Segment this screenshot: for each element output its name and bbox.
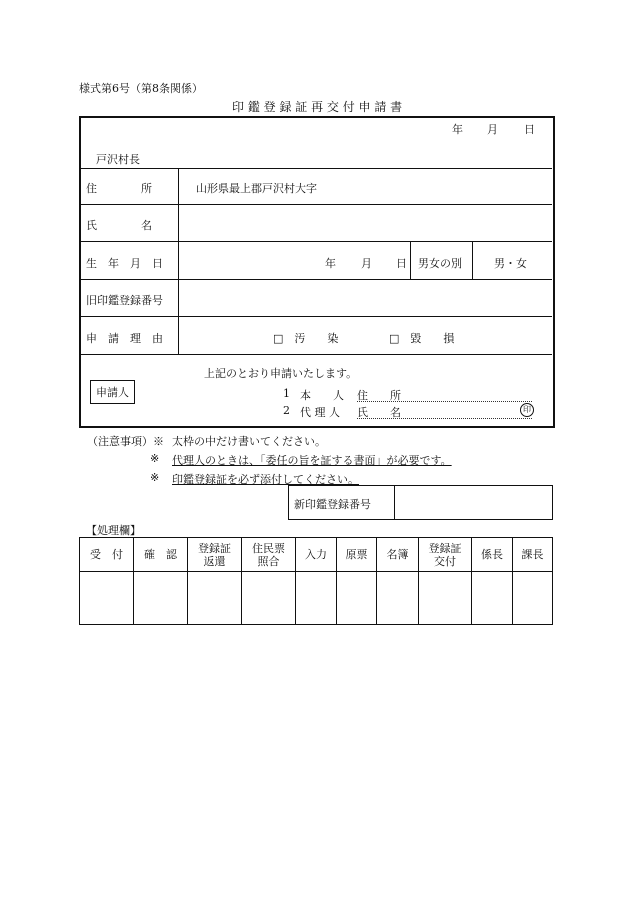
line1-num: 1 [283, 387, 290, 400]
note-1: 太枠の中だけ書いてください。 [172, 435, 326, 448]
birth-label: 生 年 月 日 [86, 257, 163, 270]
gender-select[interactable]: 男・女 [494, 257, 527, 270]
processing-cell-9[interactable] [512, 571, 553, 625]
birth-day[interactable]: 日 [396, 257, 407, 270]
main-form-box [79, 116, 555, 428]
reason-option-damage[interactable]: □ 毀 損 [389, 332, 455, 345]
processing-cell-1[interactable] [133, 571, 188, 625]
new-number-label: 新印鑑登録番号 [294, 498, 371, 511]
name-input[interactable] [180, 206, 550, 240]
processing-cell-4[interactable] [295, 571, 337, 625]
line2-who: 代 理 人 [300, 406, 340, 419]
date-month: 月 [487, 123, 498, 136]
reason-option-contamination[interactable]: □ 汚 染 [273, 332, 339, 345]
form-number: 様式第6号（第8条関係） [79, 82, 203, 95]
processing-cell-0[interactable] [79, 571, 134, 625]
processing-heading: 【処理欄】 [86, 524, 141, 537]
note-3: 印鑑登録証を必ず添付してください。 [172, 473, 359, 486]
date-day: 日 [524, 123, 535, 136]
new-number-input[interactable] [396, 487, 550, 518]
notes-heading: （注意事項）※ [87, 435, 164, 448]
form-title: 印 鑑 登 録 証 再 交 付 申 請 書 [232, 100, 403, 114]
processing-header-3: 住民票 照合 [241, 537, 296, 572]
address-label: 住 所 [86, 182, 152, 195]
processing-header-5: 原票 [336, 537, 377, 572]
processing-cell-7[interactable] [418, 571, 472, 625]
line2-num: 2 [283, 404, 290, 417]
processing-cell-2[interactable] [187, 571, 242, 625]
name-label: 氏 名 [86, 219, 152, 232]
processing-header-6: 名簿 [376, 537, 419, 572]
old-number-label: 旧印鑑登録番号 [86, 294, 163, 307]
address-input[interactable]: 山形県最上郡戸沢村大字 [196, 182, 317, 195]
line1-who: 本 人 [300, 389, 344, 402]
date-year: 年 [452, 123, 463, 136]
note-2: 代理人のときは、「委任の旨を証する書面」が必要です。 [172, 454, 452, 467]
processing-header-4: 入力 [295, 537, 337, 572]
gender-label: 男女の別 [418, 257, 462, 270]
birth-year[interactable]: 年 [325, 257, 336, 270]
seal-mark-icon: 印 [520, 403, 534, 417]
recipient: 戸沢村長 [96, 153, 140, 166]
processing-cell-8[interactable] [471, 571, 513, 625]
processing-header-9: 課長 [512, 537, 553, 572]
processing-cell-6[interactable] [376, 571, 419, 625]
note-3-mark: ※ [150, 471, 160, 484]
old-number-input[interactable] [180, 281, 550, 315]
processing-header-0: 受 付 [79, 537, 134, 572]
processing-cell-5[interactable] [336, 571, 377, 625]
processing-header-2: 登録証 返還 [187, 537, 242, 572]
processing-cell-3[interactable] [241, 571, 296, 625]
reason-label: 申 請 理 由 [86, 332, 163, 345]
processing-header-1: 確 認 [133, 537, 188, 572]
line1-field: 住 所 [357, 389, 401, 402]
line2-field: 氏 名 [357, 406, 401, 419]
note-2-mark: ※ [150, 452, 160, 465]
applicant-statement: 上記のとおり申請いたします。 [204, 367, 358, 380]
processing-header-8: 係長 [471, 537, 513, 572]
processing-header-7: 登録証 交付 [418, 537, 472, 572]
applicant-label: 申請人 [90, 380, 135, 404]
birth-month[interactable]: 月 [361, 257, 372, 270]
